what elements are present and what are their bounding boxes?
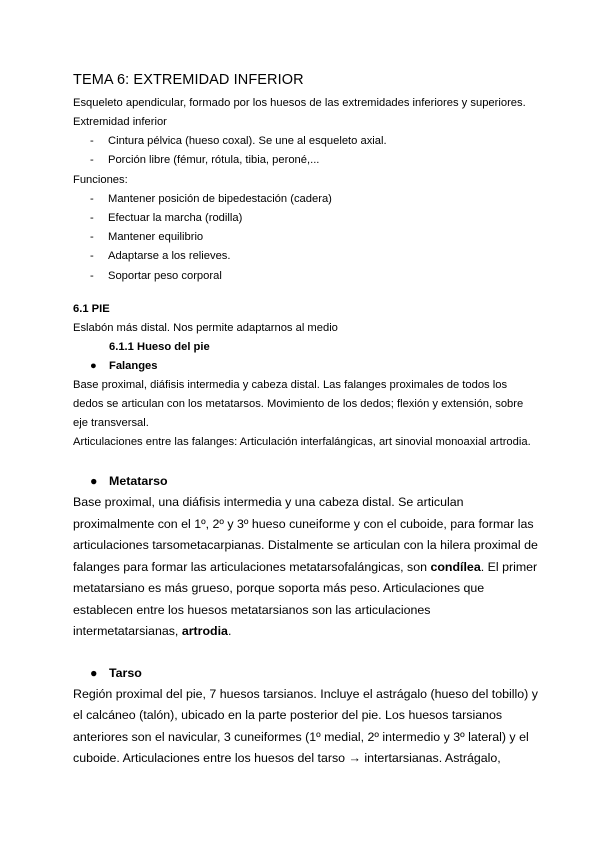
dash-marker: - — [90, 211, 94, 224]
tarso-heading-text: Tarso — [109, 665, 142, 680]
intro-line-1: Esqueleto apendicular, formado por los huesos de las extremidades inferiores y superiores. — [73, 97, 526, 109]
tarso-line-3: anteriores son el navicular, 3 cuneiformes (1º medial, 2º intermedio y 3º lateral) y el — [73, 729, 529, 744]
metatarso-line-5: metatarsiano es más grueso, porque soporta más peso. Articulaciones que — [73, 581, 485, 596]
metatarso-line-6: establecen entre los huesos metatarsianos son las articulaciones — [73, 602, 431, 617]
dash-marker: - — [90, 192, 94, 205]
dash-marker: - — [90, 154, 94, 167]
dash-marker: - — [90, 269, 94, 282]
list-item-text: Mantener posición de bipedestación (cadera) — [108, 192, 332, 205]
falanges-line-2: dedos se articulan con los metatarsos. Movimiento de los dedos; flexión y extensión, sobre — [73, 398, 524, 411]
artrodia-term: artrodia — [181, 624, 228, 639]
list-item-text: Mantener equilibrio — [108, 231, 204, 244]
tarso-line-2: el calcáneo (talón), ubicado en la parte posterior del pie. Los huesos tarsianos — [73, 708, 503, 723]
bullet-icon: ● — [90, 360, 97, 373]
document-title: TEMA 6: EXTREMIDAD INFERIOR — [73, 72, 304, 88]
funciones-label: Funciones: — [73, 173, 128, 186]
metatarso-line-4 — [73, 557, 573, 579]
document-page — [73, 70, 573, 770]
bullet-icon: ● — [90, 474, 98, 489]
list-item — [73, 151, 573, 170]
list-item — [73, 209, 573, 228]
list-item — [73, 132, 573, 151]
metatarso-line-4-tail: . El primer — [480, 559, 538, 574]
falanges-heading-text: Falanges — [109, 360, 158, 373]
intro-line-2: Extremidad inferior — [73, 116, 167, 128]
pie-intro: Eslabón más distal. Nos permite adaptarnos al medio — [73, 322, 338, 335]
extremidad-list — [73, 132, 573, 171]
subsection-heading-hueso-del-pie: 6.1.1 Hueso del pie — [109, 341, 210, 354]
section-heading-pie: 6.1 PIE — [73, 303, 110, 316]
bullet-icon: ● — [90, 665, 98, 680]
metatarso-line-2: proximalmente con el 1º, 2º y 3º hueso cuneiforme y con el cuboide, para formar las — [73, 516, 534, 531]
metatarso-line-7-tail: . — [227, 624, 232, 639]
tarso-line-4: cuboide. Articulaciones entre los huesos del tarso → intertarsianas. Astrágalo, — [73, 751, 501, 766]
falanges-line-3: eje transversal. — [73, 417, 149, 430]
list-item-text: Efectuar la marcha (rodilla) — [108, 211, 243, 224]
falanges-heading — [73, 357, 573, 376]
metatarso-line-3: articulaciones tarsometacarpianas. Distalmente se articulan con la hilera proximal de — [73, 538, 538, 553]
condilea-term: condílea — [430, 559, 481, 574]
falanges-line-4: Articulaciones entre las falanges: Articulación interfalángicas, art sinovial monoaxial artrodia. — [73, 436, 531, 449]
metatarso-line-7-text: intermetatarsianas, — [73, 624, 182, 639]
list-item-text: Soportar peso corporal — [108, 269, 222, 282]
list-item — [73, 247, 573, 266]
funciones-list — [73, 190, 573, 286]
metatarso-line-4-text: falanges para formar las articulaciones metatarsofalángicas, son — [73, 559, 431, 574]
dash-marker: - — [90, 231, 94, 244]
dash-marker: - — [90, 135, 94, 147]
list-item-text: Cintura pélvica (hueso coxal). Se une al esqueleto axial. — [108, 135, 387, 147]
list-item — [73, 190, 573, 209]
dash-marker: - — [90, 250, 94, 263]
metatarso-heading-text: Metatarso — [109, 474, 168, 489]
metatarso-line-1: Base proximal, una diáfisis intermedia y una cabeza distal. Se articulan — [73, 495, 464, 510]
metatarso-line-7 — [73, 621, 573, 643]
tarso-line-1: Región proximal del pie, 7 huesos tarsianos. Incluye el astrágalo (hueso del tobillo) y — [73, 686, 538, 701]
metatarso-heading — [73, 471, 573, 492]
list-item-text: Porción libre (fémur, rótula, tibia, peroné,... — [108, 154, 320, 167]
falanges-line-1: Base proximal, diáfisis intermedia y cabeza distal. Las falanges proximales de todos los — [73, 379, 508, 392]
list-item-text: Adaptarse a los relieves. — [108, 250, 231, 263]
list-item — [73, 267, 573, 286]
tarso-heading — [73, 663, 573, 684]
list-item — [73, 228, 573, 247]
